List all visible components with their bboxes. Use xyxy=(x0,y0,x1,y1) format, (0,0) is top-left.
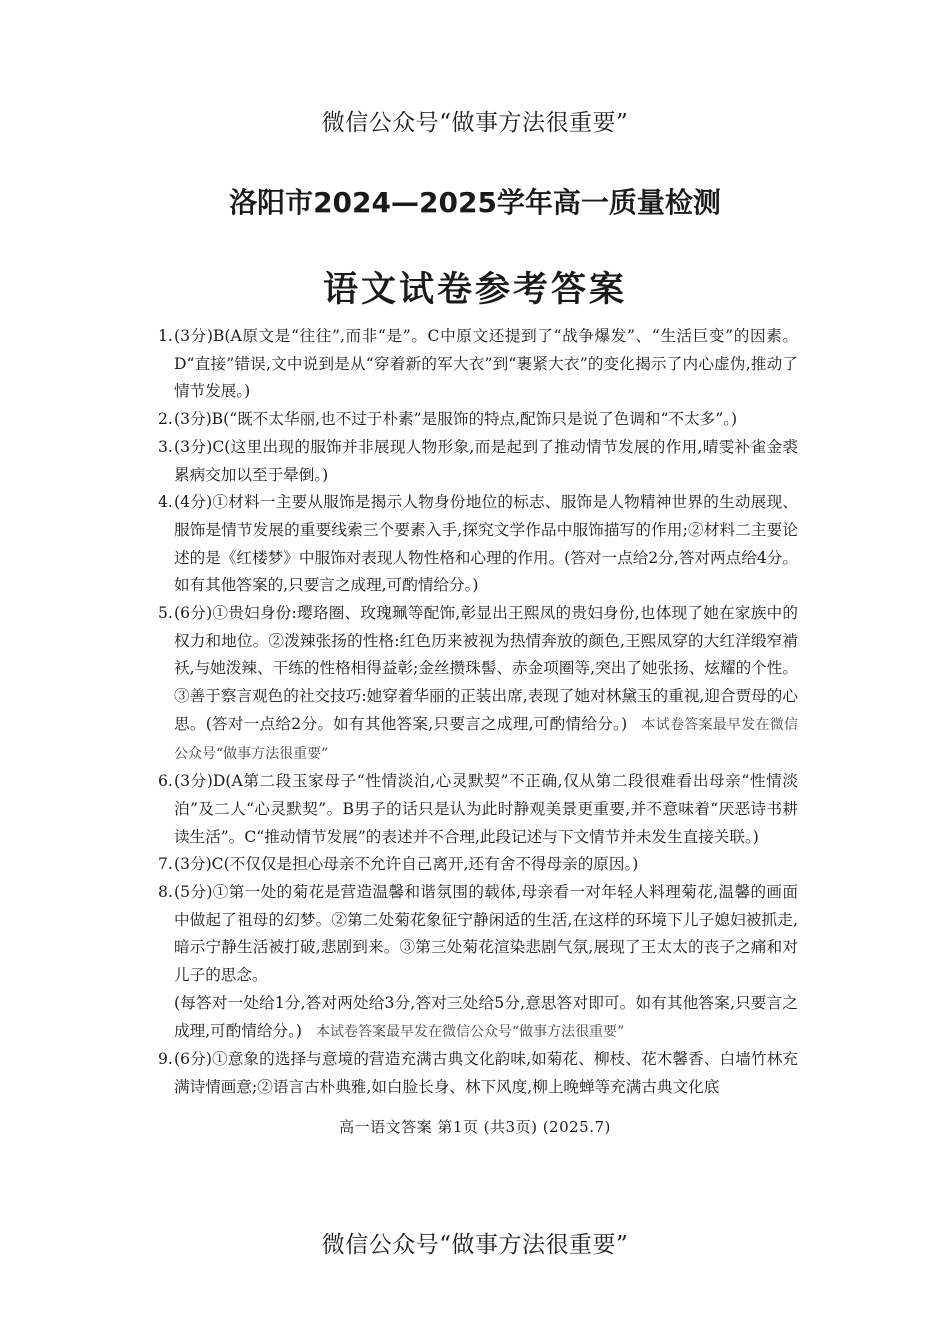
answer-number: 6. xyxy=(158,772,173,791)
answer-number: 4. xyxy=(158,493,173,512)
answer-item xyxy=(158,990,798,1046)
watermark-top: 微信公众号“做事方法很重要” xyxy=(321,110,629,136)
answer-text: (3分)B(A原文是“往往”,而非“是”。C中原文还提到了“战争爆发”、“生活巨变”的因素。D“直接”错误,文中说到是从“穿着新的军大衣”到“裹紧大衣”的变化揭示了内心虚伪,推动了情节发展。) xyxy=(174,327,798,401)
answer-text: (3分)C(这里出现的服饰并非展现人物形象,而是起到了推动情节发展的作用,晴雯补雀金裘累病交加以至于晕倒。) xyxy=(174,437,798,484)
answer-number: 5. xyxy=(158,604,173,623)
answer-number: 2. xyxy=(158,410,173,429)
answer-text: (3分)B(“既不太华丽,也不过于朴素”是服饰的特点,配饰只是说了色调和“不太多”。) xyxy=(174,410,738,429)
answer-item xyxy=(158,768,798,851)
answer-number: 1. xyxy=(158,327,173,345)
answer-item xyxy=(158,434,798,489)
answer-item xyxy=(158,1046,798,1101)
answer-text: (3分)D(A第二段玉家母子“性情淡泊,心灵默契”不正确,仅从第二段很难看出母亲“性情淡泊”及二人“心灵默契”。B男子的话只是认为此时静观美景更重要,并不意味着“厌恶诗书耕读生活”。C“推动情节发展”的表述并不合理,此段记述与下文情节并未发生直接关联。) xyxy=(174,772,798,846)
page-footer: 高一语文答案 第1页 (共3页) (2025.7) xyxy=(339,1118,611,1136)
answer-text: (6分)①贵妇身份:璎珞圈、玫瑰珮等配饰,彰显出王熙凤的贵妇身份,也体现了她在家族中的权力和地位。②泼辣张扬的性格:红色历来被视为热情奔放的颜色,王熙凤穿的大红洋缎窄褃袄,与她泼辣、干练的性格相得益彰;金丝攒珠髻、赤金项圈等,突出了她张扬、炫耀的个性。③善于察言观色的社交技巧:她穿着华丽的正装出席,表现了她对林黛玉的重视,迎合贾母的心思。(答对一点给2分。如有其他答案,只要言之成理,可酌情给分。) xyxy=(174,604,798,733)
answer-number: 8. xyxy=(158,883,173,902)
answer-text: (3分)C(不仅仅是担心母亲不允许自己离开,还有舍不得母亲的原因。) xyxy=(174,855,639,874)
watermark-bottom: 微信公众号“做事方法很重要” xyxy=(321,1232,629,1258)
watermark-note: 本试卷答案最早发在微信公众号“做事方法很重要” xyxy=(174,716,799,762)
answer-key-title: 语文试卷参考答案 xyxy=(322,269,627,310)
answer-item xyxy=(158,600,798,768)
answer-text: (5分)①第一处的菊花是营造温馨和谐氛围的载体,母亲看一对年轻人料理菊花,温馨的画面中做起了祖母的幻梦。②第二处菊花象征宁静闲适的生活,在这样的环境下儿子媳妇被抓走,暗示宁静生活被打破,悲剧到来。③第三处菊花渲染悲剧气氛,展现了王太太的丧子之痛和对儿子的思念。 xyxy=(174,883,798,985)
answer-body xyxy=(174,600,798,768)
answer-text: (6分)①意象的选择与意境的营造充满古典文化韵味,如菊花、柳枝、花木馨香、白墙竹林充满诗情画意;②语言古朴典雅,如白脸长身、林下风度,柳上晚蝉等充满古典文化底 xyxy=(174,1050,798,1096)
answer-item xyxy=(158,489,798,600)
answer-number: 3. xyxy=(158,437,173,456)
answer-item xyxy=(158,323,798,406)
answer-number: 7. xyxy=(158,855,173,874)
answer-text: (每答对一处给1分,答对两处给3分,答对三处给5分,意思答对即可。如有其他答案,只要言之成理,可酌情给分。) xyxy=(174,993,798,1040)
exam-title: 洛阳市2024—2025学年高一质量检测 xyxy=(229,186,721,219)
answer-item xyxy=(158,406,798,434)
answer-number: 9. xyxy=(158,1050,173,1069)
watermark-note: 本试卷答案最早发在微信公众号“做事方法很重要” xyxy=(316,1023,625,1040)
answer-text: (4分)①材料一主要从服饰是揭示人物身份地位的标志、服饰是人物精神世界的生动展现、服饰是情节发展的重要线索三个要素入手,探究文学作品中服饰描写的作用;②材料二主要论述的是《红楼梦》中服饰对表现人物性格和心理的作用。(答对一点给2分,答对两点给4分。如有其他答案的,只要言之成理,可酌情给分。) xyxy=(174,493,798,595)
answer-list xyxy=(158,323,798,1102)
answer-item xyxy=(158,879,798,990)
answer-body xyxy=(174,990,798,1046)
answer-item xyxy=(158,851,798,879)
